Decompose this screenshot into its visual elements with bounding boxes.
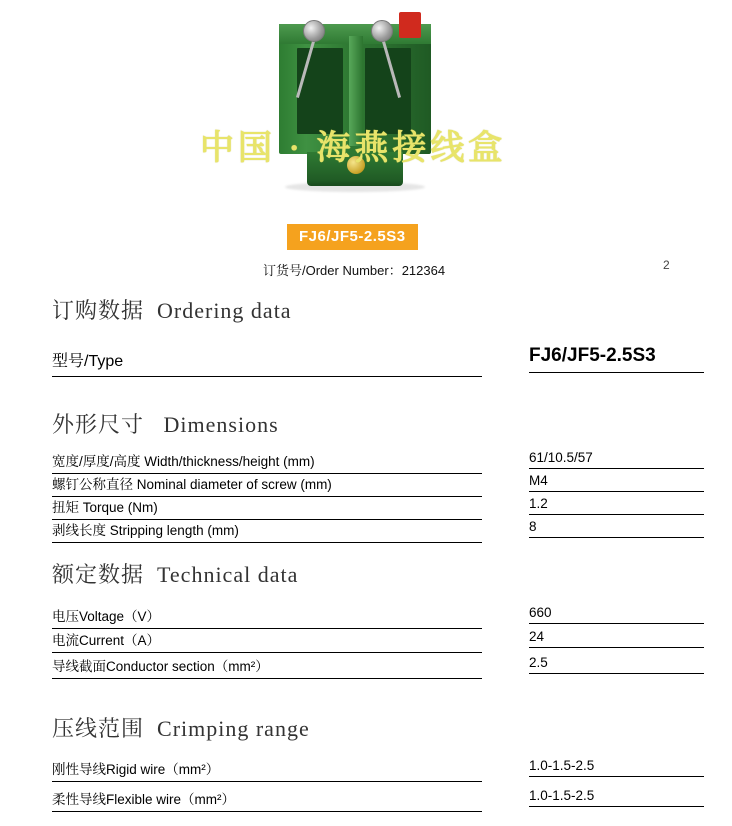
section-heading-dimensions-en: Dimensions: [163, 412, 279, 437]
section-heading-crimping-en: Crimping range: [157, 716, 310, 741]
row-label-conductor-section: [52, 655, 482, 679]
section-heading-crimping: [52, 712, 310, 743]
model-badge: FJ6/JF5-2.5S3: [287, 224, 418, 250]
order-number: 订货号/Order Number：212364: [263, 263, 446, 278]
row-label-type-en: /Type: [84, 353, 124, 370]
section-heading-dimensions-cn: 外形尺寸: [52, 412, 145, 437]
row-label-type-cn: 型号: [52, 353, 85, 370]
row-label-screw-diameter-cn: 螺钉公称直径: [52, 477, 133, 492]
row-label-torque-cn: 扭矩: [52, 500, 79, 515]
row-label-rigid-wire-cn: 刚性导线: [52, 762, 106, 777]
row-label-torque: [52, 496, 482, 520]
row-label-flexible-wire-cn: 柔性导线: [52, 792, 106, 807]
row-label-stripping-length-cn: 剥线长度: [52, 523, 106, 538]
row-label-type: [52, 348, 482, 377]
section-heading-dimensions: [52, 408, 279, 439]
section-heading-ordering: [52, 294, 292, 325]
row-label-screw-diameter-en: Nominal diameter of screw (mm): [136, 477, 332, 492]
row-label-rigid-wire-en: Rigid wire（mm²）: [106, 762, 220, 777]
row-label-voltage-cn: 电压: [52, 609, 79, 624]
row-label-conductor-section-cn: 导线截面: [52, 659, 106, 674]
row-value-width-thickness-height: 61/10.5/57: [529, 450, 704, 469]
row-label-width-thickness-height: [52, 450, 482, 474]
row-label-flexible-wire: [52, 788, 482, 812]
row-value-screw-diameter: M4: [529, 473, 704, 492]
row-label-current-en: Current（A）: [79, 633, 161, 648]
section-heading-technical-en: Technical data: [157, 562, 299, 587]
row-label-stripping-length: [52, 519, 482, 543]
row-label-width-thickness-height-en: Width/thickness/height (mm): [144, 454, 315, 469]
row-label-torque-en: Torque (Nm): [82, 500, 158, 515]
terminal-screw-left-shape: [303, 20, 325, 42]
row-label-current: [52, 629, 482, 653]
row-label-current-cn: 电流: [52, 633, 79, 648]
row-value-conductor-section: 2.5: [529, 655, 704, 674]
row-label-screw-diameter: [52, 473, 482, 497]
row-label-stripping-length-en: Stripping length (mm): [109, 523, 239, 538]
section-heading-ordering-en: Ordering data: [157, 298, 292, 323]
section-heading-technical: [52, 558, 298, 589]
row-value-voltage: 660: [529, 605, 704, 624]
section-heading-crimping-cn: 压线范围: [52, 716, 145, 741]
row-value-type: FJ6/JF5-2.5S3: [529, 345, 704, 373]
row-value-current: 24: [529, 629, 704, 648]
row-label-voltage: [52, 605, 482, 629]
row-value-stripping-length: 8: [529, 519, 704, 538]
section-heading-technical-cn: 额定数据: [52, 562, 145, 587]
product-image-area: [0, 0, 732, 200]
page-mark: 2: [663, 258, 670, 272]
row-label-width-thickness-height-cn: 宽度/厚度/高度: [52, 454, 141, 469]
row-label-rigid-wire: [52, 758, 482, 782]
row-label-voltage-en: Voltage（V）: [79, 609, 161, 624]
row-label-conductor-section-en: Conductor section（mm²）: [106, 659, 269, 674]
terminal-shadow-shape: [285, 182, 425, 192]
row-value-torque: 1.2: [529, 496, 704, 515]
row-value-flexible-wire: 1.0-1.5-2.5: [529, 788, 704, 807]
terminal-screw-right-shape: [371, 20, 393, 42]
row-label-flexible-wire-en: Flexible wire（mm²）: [106, 792, 236, 807]
terminal-red-marker-shape: [399, 12, 421, 38]
section-heading-ordering-cn: 订购数据: [52, 298, 145, 323]
row-value-rigid-wire: 1.0-1.5-2.5: [529, 758, 704, 777]
watermark-text: 中国 · 海燕接线盒: [200, 130, 507, 167]
